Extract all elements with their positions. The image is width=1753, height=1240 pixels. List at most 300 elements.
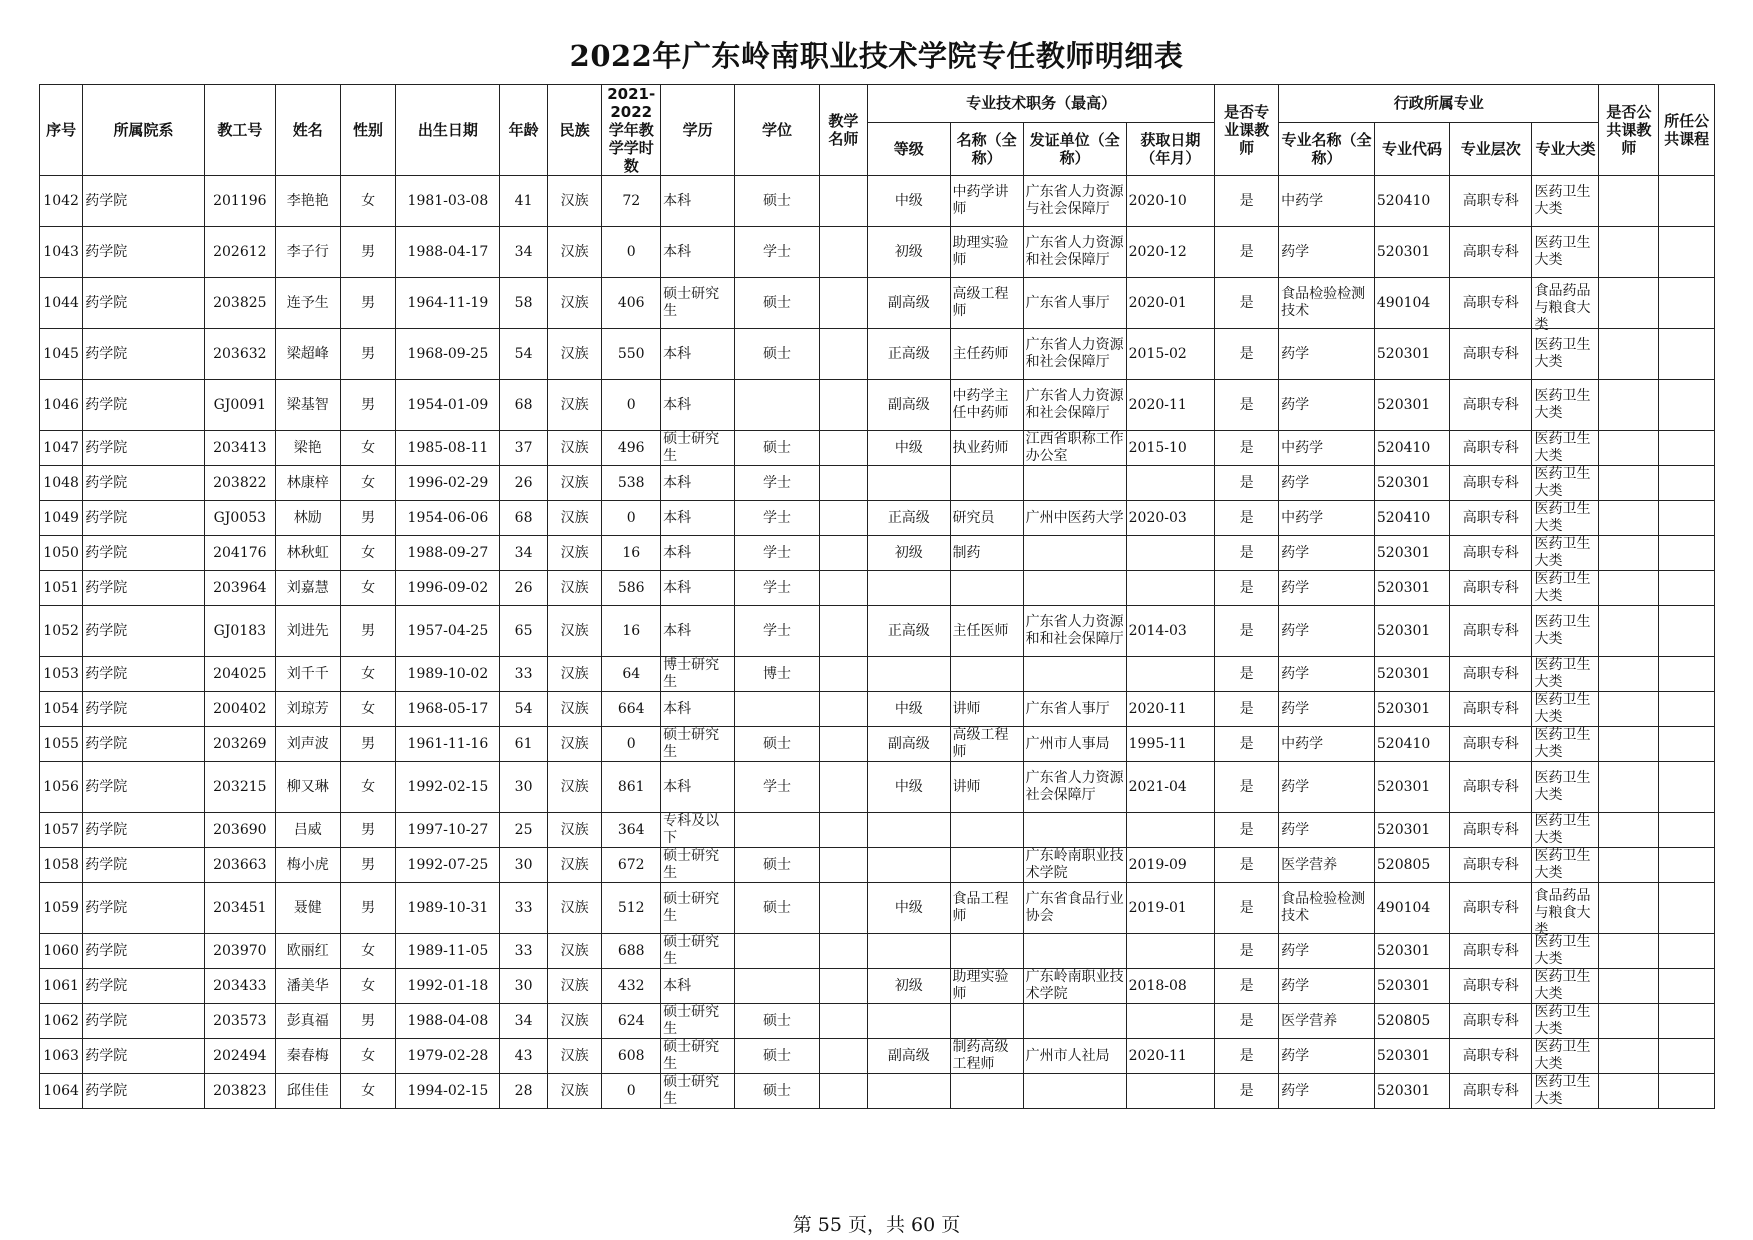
cell-age: 54 [500,329,547,380]
cell-major-category [1532,431,1599,466]
cell-major-name [1279,934,1375,969]
cell-seq: 1061 [40,969,83,1004]
cell-hours: 364 [602,813,661,848]
cell-staff-id: 203433 [204,969,275,1004]
col-public-course: 所任公共课程 [1659,85,1715,176]
cell-seq: 1045 [40,329,83,380]
cell-major-category-text: 医药卫生大类 [1534,969,1591,1002]
cell-education [661,380,735,431]
cell-major-name [1279,571,1375,606]
cell-age: 61 [500,727,547,762]
cell-degree: 学士 [735,762,819,813]
cell-major-category [1532,536,1599,571]
cell-grade [868,571,950,606]
cell-seq: 1057 [40,813,83,848]
col-group-admin: 行政所属专业 [1279,85,1599,123]
table-row [40,329,1715,380]
cell-date-obtained: 2020-10 [1126,176,1215,227]
cell-college: 药学院 [83,657,205,692]
cell-major-category-text: 医药卫生大类 [1534,337,1591,370]
cell-major-code: 520301 [1374,969,1449,1004]
cell-teaching-master [819,692,867,727]
cell-major-name-text: 食品检验检测技术 [1281,286,1366,319]
cell-major-name-text: 中药学 [1281,509,1324,526]
cell-title-name-text: 制药高级工程师 [952,1039,1009,1072]
cell-seq: 1053 [40,657,83,692]
cell-major-name [1279,1074,1375,1109]
cell-grade: 初级 [868,969,950,1004]
col-teaching-master: 教学名师 [819,85,867,176]
cell-education [661,934,735,969]
cell-gender: 男 [340,813,396,848]
cell-major-category [1532,1039,1599,1074]
cell-education-text: 硕士研究生 [663,848,720,881]
cell-seq: 1054 [40,692,83,727]
cell-issuer [1023,278,1126,329]
cell-is-public [1599,536,1659,571]
cell-age: 37 [500,431,547,466]
cell-birth: 1988-09-27 [396,536,500,571]
cell-major-name [1279,606,1375,657]
cell-major-name-text: 药学 [1281,778,1310,795]
cell-major-code: 520301 [1374,934,1449,969]
cell-major-category-text: 医药卫生大类 [1534,466,1591,499]
cell-age: 26 [500,466,547,501]
cell-major-name [1279,176,1375,227]
cell-major-level: 高职专科 [1450,571,1532,606]
cell-education-text: 本科 [663,396,692,413]
cell-hours: 624 [602,1004,661,1039]
cell-major-code: 490104 [1374,883,1449,934]
cell-seq: 1055 [40,727,83,762]
cell-major-category [1532,466,1599,501]
cell-is-major: 是 [1215,466,1279,501]
cell-major-category [1532,762,1599,813]
table-row [40,1004,1715,1039]
cell-name: 刘进先 [275,606,340,657]
cell-teaching-master [819,501,867,536]
cell-grade: 正高级 [868,501,950,536]
cell-teaching-master [819,466,867,501]
table-row [40,227,1715,278]
cell-issuer [1023,536,1126,571]
cell-major-category [1532,1074,1599,1109]
cell-major-category-text: 医药卫生大类 [1534,1039,1591,1072]
cell-major-code: 520805 [1374,848,1449,883]
cell-date-obtained: 2021-04 [1126,762,1215,813]
cell-issuer-text: 广东省人力资源和社会保障厅 [1025,235,1124,268]
cell-gender: 男 [340,1004,396,1039]
cell-title-name-text: 中药学讲师 [952,184,1009,217]
cell-issuer-text: 广东省人力资源与社会保障厅 [1025,184,1124,217]
cell-public-course [1659,727,1715,762]
cell-ethnicity: 汉族 [547,329,602,380]
cell-teaching-master [819,176,867,227]
cell-major-name-text: 药学 [1281,1082,1310,1099]
cell-birth: 1992-02-15 [396,762,500,813]
cell-is-major: 是 [1215,431,1279,466]
cell-gender: 女 [340,466,396,501]
col-major-category: 专业大类 [1532,122,1599,175]
cell-staff-id: 203573 [204,1004,275,1039]
cell-name: 彭真福 [275,1004,340,1039]
cell-major-category-text: 医药卫生大类 [1534,692,1591,725]
cell-birth: 1985-08-11 [396,431,500,466]
col-major-code: 专业代码 [1374,122,1449,175]
cell-education [661,883,735,934]
cell-date-obtained [1126,1074,1215,1109]
cell-grade: 初级 [868,227,950,278]
cell-date-obtained: 2020-12 [1126,227,1215,278]
teacher-table [39,84,1715,1109]
cell-major-level: 高职专科 [1450,969,1532,1004]
cell-college: 药学院 [83,727,205,762]
cell-grade [868,848,950,883]
cell-is-major: 是 [1215,848,1279,883]
cell-seq: 1050 [40,536,83,571]
cell-gender: 女 [340,571,396,606]
cell-grade [868,813,950,848]
cell-major-code: 520410 [1374,727,1449,762]
cell-major-name-text: 药学 [1281,821,1310,838]
cell-major-category [1532,606,1599,657]
col-grade: 等级 [868,122,950,175]
table-row [40,727,1715,762]
cell-seq: 1060 [40,934,83,969]
cell-gender: 女 [340,536,396,571]
cell-issuer [1023,883,1126,934]
cell-degree: 学士 [735,466,819,501]
page-title: 2022年广东岭南职业技术学院专任教师明细表 [569,39,1184,73]
cell-degree: 硕士 [735,727,819,762]
cell-date-obtained: 1995-11 [1126,727,1215,762]
cell-degree: 硕士 [735,329,819,380]
cell-major-level: 高职专科 [1450,692,1532,727]
cell-grade: 正高级 [868,606,950,657]
cell-is-major: 是 [1215,762,1279,813]
cell-public-course [1659,969,1715,1004]
cell-major-level: 高职专科 [1450,278,1532,329]
cell-seq: 1058 [40,848,83,883]
cell-staff-id: 203413 [204,431,275,466]
cell-staff-id: 204025 [204,657,275,692]
cell-gender: 女 [340,692,396,727]
cell-date-obtained [1126,813,1215,848]
cell-date-obtained: 2014-03 [1126,606,1215,657]
cell-major-name [1279,227,1375,278]
col-major-level: 专业层次 [1450,122,1532,175]
cell-hours: 550 [602,329,661,380]
cell-public-course [1659,466,1715,501]
cell-major-code: 520410 [1374,501,1449,536]
cell-major-category-text: 医药卫生大类 [1534,431,1591,464]
cell-is-major: 是 [1215,536,1279,571]
cell-is-public [1599,606,1659,657]
cell-title-name [950,934,1023,969]
cell-staff-id: 203269 [204,727,275,762]
cell-public-course [1659,692,1715,727]
cell-title-name [950,536,1023,571]
cell-degree: 学士 [735,571,819,606]
cell-is-major: 是 [1215,227,1279,278]
cell-age: 30 [500,762,547,813]
cell-staff-id: 200402 [204,692,275,727]
cell-teaching-master [819,848,867,883]
cell-title-name [950,1074,1023,1109]
cell-grade: 中级 [868,762,950,813]
cell-education [661,176,735,227]
cell-is-public [1599,1074,1659,1109]
cell-staff-id: 202494 [204,1039,275,1074]
col-staff-id: 教工号 [204,85,275,176]
cell-ethnicity: 汉族 [547,536,602,571]
cell-teaching-master [819,727,867,762]
cell-major-name-text: 中药学 [1281,439,1324,456]
cell-title-name [950,727,1023,762]
cell-name: 林励 [275,501,340,536]
cell-issuer [1023,176,1126,227]
cell-major-category-text: 食品药品与粮食大类 [1534,283,1591,333]
cell-major-category-text: 医药卫生大类 [1534,536,1591,569]
cell-major-level: 高职专科 [1450,606,1532,657]
cell-major-category [1532,329,1599,380]
cell-ethnicity: 汉族 [547,727,602,762]
col-degree: 学位 [735,85,819,176]
cell-major-code: 520301 [1374,466,1449,501]
cell-is-public [1599,176,1659,227]
cell-degree [735,380,819,431]
cell-staff-id: 203690 [204,813,275,848]
cell-major-code: 520410 [1374,431,1449,466]
cell-date-obtained [1126,536,1215,571]
cell-major-name [1279,329,1375,380]
cell-ethnicity: 汉族 [547,606,602,657]
cell-is-public [1599,380,1659,431]
cell-college: 药学院 [83,934,205,969]
cell-major-name-text: 中药学 [1281,735,1324,752]
cell-issuer-text: 广州市人事局 [1025,735,1110,752]
cell-is-major: 是 [1215,380,1279,431]
cell-ethnicity: 汉族 [547,466,602,501]
cell-major-name-text: 医学营养 [1281,1012,1338,1029]
cell-education [661,536,735,571]
cell-date-obtained: 2020-11 [1126,380,1215,431]
cell-date-obtained: 2019-09 [1126,848,1215,883]
cell-name: 潘美华 [275,969,340,1004]
cell-birth: 1964-11-19 [396,278,500,329]
cell-is-major: 是 [1215,969,1279,1004]
cell-grade: 初级 [868,536,950,571]
cell-seq: 1059 [40,883,83,934]
cell-staff-id: 203215 [204,762,275,813]
cell-seq: 1048 [40,466,83,501]
table-row [40,969,1715,1004]
cell-birth: 1989-10-02 [396,657,500,692]
cell-major-name [1279,1039,1375,1074]
cell-staff-id: 203822 [204,466,275,501]
cell-education-text: 本科 [663,544,692,561]
cell-title-name-text: 中药学主任中药师 [952,388,1009,421]
cell-education [661,969,735,1004]
cell-is-major: 是 [1215,176,1279,227]
cell-degree: 硕士 [735,176,819,227]
cell-staff-id: 203970 [204,934,275,969]
col-gender: 性别 [340,85,396,176]
cell-issuer-text: 广州市人社局 [1025,1047,1110,1064]
cell-education [661,466,735,501]
cell-major-level: 高职专科 [1450,501,1532,536]
cell-major-name [1279,883,1375,934]
cell-public-course [1659,1004,1715,1039]
cell-teaching-master [819,813,867,848]
cell-major-category-text: 医药卫生大类 [1534,571,1591,604]
table-row [40,536,1715,571]
cell-seq: 1051 [40,571,83,606]
cell-gender: 女 [340,934,396,969]
cell-degree: 学士 [735,606,819,657]
cell-teaching-master [819,606,867,657]
cell-name: 秦春梅 [275,1039,340,1074]
cell-major-level: 高职专科 [1450,466,1532,501]
col-issuer: 发证单位（全称） [1023,122,1126,175]
cell-grade: 中级 [868,176,950,227]
col-hours: 2021-2022学年教学学时数 [602,85,661,176]
cell-hours: 0 [602,1074,661,1109]
cell-public-course [1659,431,1715,466]
cell-seq: 1043 [40,227,83,278]
cell-ethnicity: 汉族 [547,380,602,431]
cell-teaching-master [819,934,867,969]
cell-date-obtained: 2020-11 [1126,1039,1215,1074]
cell-title-name [950,883,1023,934]
cell-hours: 688 [602,934,661,969]
cell-hours: 64 [602,657,661,692]
cell-age: 34 [500,536,547,571]
cell-age: 28 [500,1074,547,1109]
cell-ethnicity: 汉族 [547,1074,602,1109]
cell-major-level: 高职专科 [1450,431,1532,466]
cell-gender: 女 [340,969,396,1004]
cell-gender: 男 [340,501,396,536]
cell-grade [868,657,950,692]
cell-degree: 学士 [735,227,819,278]
cell-degree [735,969,819,1004]
cell-staff-id: 201196 [204,176,275,227]
cell-name: 梁基智 [275,380,340,431]
cell-title-name-text: 主任药师 [952,345,1009,362]
cell-is-public [1599,883,1659,934]
cell-teaching-master [819,278,867,329]
cell-title-name [950,848,1023,883]
cell-gender: 男 [340,883,396,934]
cell-name: 李子行 [275,227,340,278]
cell-grade [868,934,950,969]
col-is-major-teacher: 是否专业课教师 [1215,85,1279,176]
cell-education [661,762,735,813]
cell-name: 刘声波 [275,727,340,762]
cell-is-public [1599,969,1659,1004]
cell-staff-id: 203663 [204,848,275,883]
cell-staff-id: GJ0183 [204,606,275,657]
cell-title-name-text: 研究员 [952,509,995,526]
cell-major-name-text: 医学营养 [1281,856,1338,873]
cell-major-name-text: 中药学 [1281,192,1324,209]
cell-teaching-master [819,431,867,466]
cell-seq: 1056 [40,762,83,813]
cell-public-course [1659,848,1715,883]
cell-education-text: 硕士研究生 [663,1074,720,1107]
cell-issuer-text: 广东省人力资源和社会保障厅 [1025,337,1124,370]
cell-major-category [1532,176,1599,227]
cell-age: 41 [500,176,547,227]
cell-major-code: 520301 [1374,571,1449,606]
cell-seq: 1062 [40,1004,83,1039]
cell-major-category [1532,380,1599,431]
cell-major-name [1279,692,1375,727]
cell-is-public [1599,1004,1659,1039]
cell-title-name [950,176,1023,227]
cell-teaching-master [819,1074,867,1109]
cell-ethnicity: 汉族 [547,227,602,278]
cell-major-name [1279,380,1375,431]
col-ethnicity: 民族 [547,85,602,176]
cell-degree [735,934,819,969]
cell-issuer [1023,227,1126,278]
cell-birth: 1961-11-16 [396,727,500,762]
cell-staff-id: 203825 [204,278,275,329]
cell-name: 欧丽红 [275,934,340,969]
cell-date-obtained [1126,934,1215,969]
cell-major-name-text: 药学 [1281,1047,1310,1064]
cell-ethnicity: 汉族 [547,431,602,466]
cell-grade: 中级 [868,883,950,934]
cell-title-name-text: 助理实验师 [952,235,1009,268]
cell-major-name-text: 药学 [1281,396,1310,413]
cell-age: 68 [500,380,547,431]
col-age: 年龄 [500,85,547,176]
cell-hours: 512 [602,883,661,934]
cell-major-name-text: 食品检验检测技术 [1281,891,1366,924]
cell-degree [735,692,819,727]
cell-grade [868,1004,950,1039]
cell-name: 林康梓 [275,466,340,501]
cell-major-level: 高职专科 [1450,380,1532,431]
cell-education-text: 本科 [663,778,692,795]
cell-public-course [1659,883,1715,934]
col-is-public-teacher: 是否公共课教师 [1599,85,1659,176]
cell-birth: 1981-03-08 [396,176,500,227]
cell-major-level: 高职专科 [1450,1004,1532,1039]
table-header [40,85,1715,176]
cell-gender: 女 [340,431,396,466]
cell-major-category [1532,692,1599,727]
cell-degree: 博士 [735,657,819,692]
cell-is-major: 是 [1215,727,1279,762]
cell-ethnicity: 汉族 [547,692,602,727]
cell-is-major: 是 [1215,692,1279,727]
cell-is-major: 是 [1215,883,1279,934]
cell-staff-id: GJ0053 [204,501,275,536]
cell-college: 药学院 [83,380,205,431]
cell-major-level: 高职专科 [1450,727,1532,762]
table-row [40,1074,1715,1109]
cell-education-text: 硕士研究生 [663,1004,720,1037]
cell-major-name [1279,848,1375,883]
cell-major-code: 520301 [1374,813,1449,848]
cell-title-name-text: 执业药师 [952,439,1009,456]
cell-is-major: 是 [1215,329,1279,380]
cell-education-text: 硕士研究生 [663,286,720,319]
